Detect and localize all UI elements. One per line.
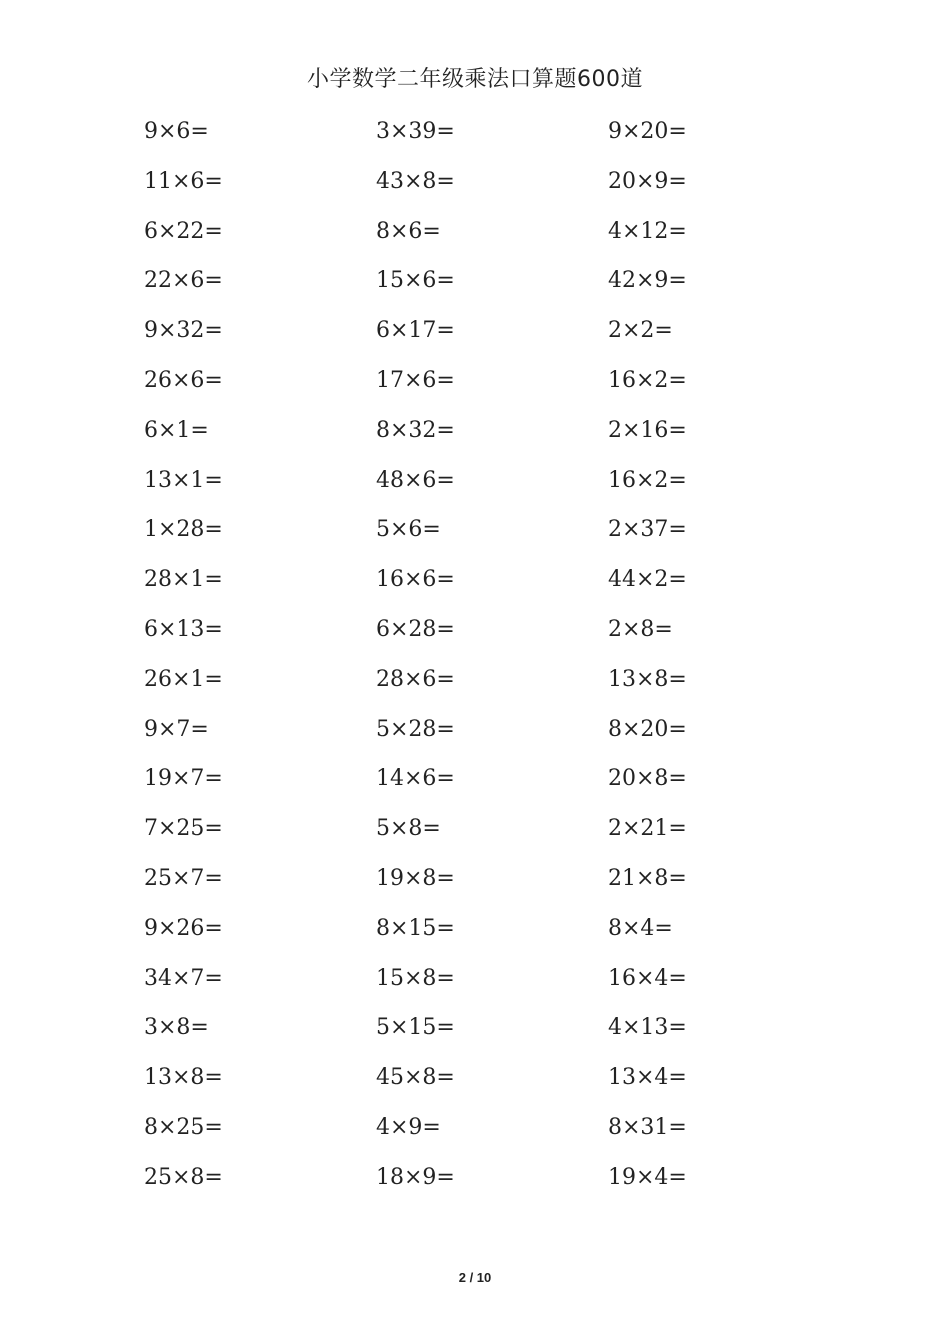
problem-row bbox=[0, 963, 950, 1013]
problem-item: 26×1= bbox=[144, 666, 223, 692]
problem-item: 43×8= bbox=[376, 168, 455, 194]
problem-item: 15×8= bbox=[376, 965, 455, 991]
problem-item: 2×37= bbox=[608, 517, 687, 543]
problem-item: 19×7= bbox=[144, 766, 223, 792]
problem-item: 9×26= bbox=[144, 915, 223, 941]
problem-item: 16×2= bbox=[608, 467, 687, 493]
problem-item: 28×6= bbox=[376, 666, 455, 692]
problem-item: 9×6= bbox=[144, 119, 209, 144]
problem-item: 2×16= bbox=[608, 417, 687, 443]
problem-item: 4×9= bbox=[376, 1114, 441, 1140]
problem-item: 9×20= bbox=[608, 119, 687, 144]
problem-item: 4×12= bbox=[608, 218, 687, 244]
problem-item: 8×25= bbox=[144, 1114, 223, 1140]
problem-item: 5×8= bbox=[376, 816, 441, 842]
problem-row bbox=[0, 116, 950, 166]
problem-item: 48×6= bbox=[376, 467, 455, 493]
problem-item: 34×7= bbox=[144, 965, 223, 991]
problem-row bbox=[0, 216, 950, 266]
problem-item: 22×6= bbox=[144, 268, 223, 294]
problem-row bbox=[0, 315, 950, 365]
problem-row bbox=[0, 913, 950, 963]
problem-item: 7×25= bbox=[144, 816, 223, 842]
problem-grid bbox=[0, 116, 950, 1212]
problem-item: 2×21= bbox=[608, 816, 687, 842]
problem-item: 8×4= bbox=[608, 915, 673, 941]
problem-item: 44×2= bbox=[608, 567, 687, 593]
problem-row bbox=[0, 863, 950, 913]
problem-row bbox=[0, 265, 950, 315]
problem-item: 3×39= bbox=[376, 119, 455, 144]
problem-item: 4×13= bbox=[608, 1015, 687, 1041]
problem-item: 6×22= bbox=[144, 218, 223, 244]
page-title: 小学数学二年级乘法口算题600道 bbox=[307, 67, 643, 92]
problem-item: 15×6= bbox=[376, 268, 455, 294]
problem-item: 8×15= bbox=[376, 915, 455, 941]
problem-row bbox=[0, 514, 950, 564]
problem-item: 13×8= bbox=[144, 1065, 223, 1091]
problem-row bbox=[0, 813, 950, 863]
problem-item: 18×9= bbox=[376, 1164, 455, 1190]
problem-item: 8×6= bbox=[376, 218, 441, 244]
problem-item: 26×6= bbox=[144, 367, 223, 393]
problem-item: 14×6= bbox=[376, 766, 455, 792]
problem-item: 19×8= bbox=[376, 865, 455, 891]
problem-row bbox=[0, 415, 950, 465]
problem-row bbox=[0, 365, 950, 415]
problem-item: 9×7= bbox=[144, 716, 209, 742]
problem-item: 9×32= bbox=[144, 318, 223, 344]
problem-item: 13×1= bbox=[144, 467, 223, 493]
problem-item: 16×6= bbox=[376, 567, 455, 593]
problem-item: 25×8= bbox=[144, 1164, 223, 1190]
problem-item: 5×15= bbox=[376, 1015, 455, 1041]
problem-item: 8×32= bbox=[376, 417, 455, 443]
problem-item: 6×1= bbox=[144, 417, 209, 443]
problem-item: 2×8= bbox=[608, 616, 673, 642]
problem-item: 3×8= bbox=[144, 1015, 209, 1041]
problem-item: 19×4= bbox=[608, 1164, 687, 1190]
problem-item: 5×28= bbox=[376, 716, 455, 742]
problem-row bbox=[0, 1112, 950, 1162]
problem-item: 5×6= bbox=[376, 517, 441, 543]
problem-row bbox=[0, 614, 950, 664]
problem-item: 16×4= bbox=[608, 965, 687, 991]
problem-row bbox=[0, 1162, 950, 1212]
problem-row bbox=[0, 1062, 950, 1112]
problem-item: 28×1= bbox=[144, 567, 223, 593]
problem-item: 21×8= bbox=[608, 865, 687, 891]
problem-item: 6×28= bbox=[376, 616, 455, 642]
problem-item: 6×17= bbox=[376, 318, 455, 344]
page-number: 2 / 10 bbox=[458, 1270, 492, 1285]
problem-item: 8×20= bbox=[608, 716, 687, 742]
problem-item: 42×9= bbox=[608, 268, 687, 294]
problem-row bbox=[0, 664, 950, 714]
problem-item: 17×6= bbox=[376, 367, 455, 393]
problem-item: 1×28= bbox=[144, 517, 223, 543]
problem-item: 25×7= bbox=[144, 865, 223, 891]
problem-item: 20×9= bbox=[608, 168, 687, 194]
problem-item: 45×8= bbox=[376, 1065, 455, 1091]
problem-row bbox=[0, 465, 950, 515]
problem-row bbox=[0, 763, 950, 813]
problem-item: 8×31= bbox=[608, 1114, 687, 1140]
problem-row bbox=[0, 564, 950, 614]
problem-row bbox=[0, 714, 950, 764]
problem-item: 2×2= bbox=[608, 318, 673, 344]
problem-row bbox=[0, 166, 950, 216]
problem-item: 16×2= bbox=[608, 367, 687, 393]
problem-item: 20×8= bbox=[608, 766, 687, 792]
problem-item: 11×6= bbox=[144, 168, 223, 194]
problem-item: 13×8= bbox=[608, 666, 687, 692]
problem-item: 6×13= bbox=[144, 616, 223, 642]
problem-row bbox=[0, 1012, 950, 1062]
problem-item: 13×4= bbox=[608, 1065, 687, 1091]
